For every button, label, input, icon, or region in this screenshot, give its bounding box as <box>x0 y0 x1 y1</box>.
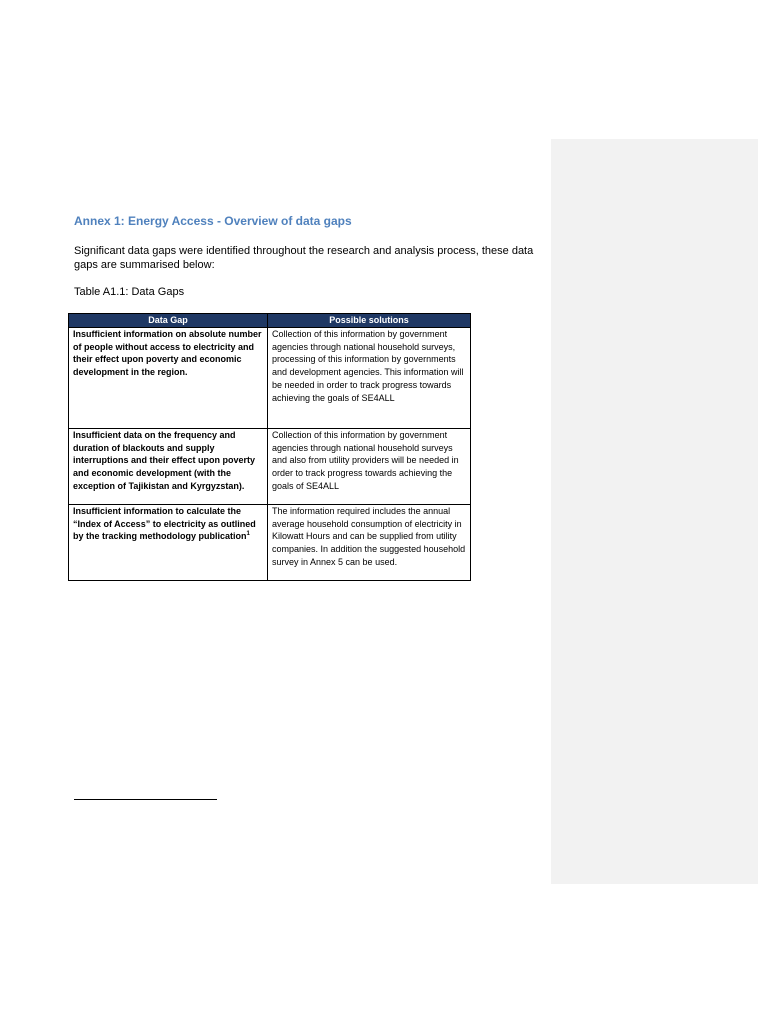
footnote-reference[interactable]: 1 <box>246 531 250 538</box>
data-gap-text: Insufficient information to calculate the “Index of Access” to electricity as outlined by the tracking methodology publication <box>73 506 256 542</box>
annex-heading: Annex 1: Energy Access - Overview of data gaps <box>74 214 352 228</box>
solution-cell: Collection of this information by government agencies through national household surveys and also from utility providers will be needed in order to track progress towards achieving the goals of SE4ALL <box>268 429 471 505</box>
data-gap-cell: Insufficient information on absolute number of people without access to electricity and their effect upon poverty and economic development in the region. <box>69 328 268 429</box>
table-header-row <box>69 314 471 328</box>
solution-cell: The information required includes the annual average household consumption of electricity in Kilowatt Hours and can be supplied from utility companies. In addition the suggested household survey in Annex 5 can be used. <box>268 505 471 581</box>
data-gaps-table <box>68 313 471 581</box>
table-row <box>69 429 471 505</box>
data-gap-cell <box>69 505 268 581</box>
table-caption: Table A1.1: Data Gaps <box>74 286 185 298</box>
comment-pane <box>551 139 758 884</box>
solution-cell: Collection of this information by government agencies through national household surveys, processing of this information by governments and development agencies. This information will be needed in order to track progress towards achieving the goals of SE4ALL <box>268 328 471 429</box>
intro-paragraph: Significant data gaps were identified throughout the research and analysis process, these data gaps are summarised below: <box>74 245 534 271</box>
table-row <box>69 328 471 429</box>
column-header-data-gap: Data Gap <box>69 314 268 328</box>
footnote-separator <box>74 799 217 800</box>
table-row <box>69 505 471 581</box>
column-header-possible-solutions: Possible solutions <box>268 314 471 328</box>
data-gap-cell: Insufficient data on the frequency and duration of blackouts and supply interruptions and their effect upon poverty and economic development (with the exception of Tajikistan and Kyrgyzstan). <box>69 429 268 505</box>
